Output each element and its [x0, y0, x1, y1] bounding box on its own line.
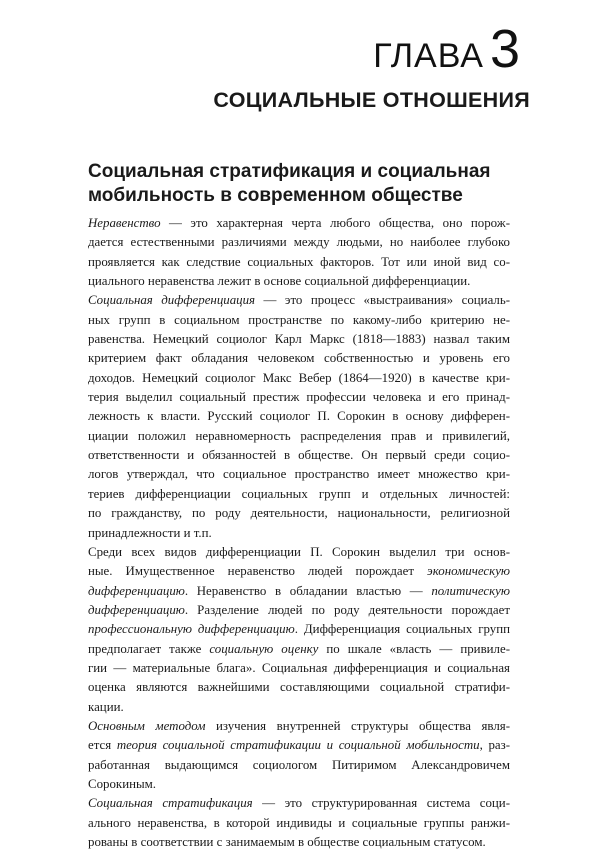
text-line	[88, 485, 510, 504]
text-line	[88, 601, 510, 620]
italic-term: Социальная стратификация	[88, 796, 253, 811]
paragraph	[88, 717, 510, 794]
text-line	[88, 407, 510, 426]
paragraph	[88, 543, 510, 717]
text-line	[88, 465, 510, 484]
text-line	[88, 640, 510, 659]
text-run: гии — материальные блага». Социальная дифференциация и социальная	[88, 660, 510, 675]
text-line	[88, 775, 510, 794]
italic-term: Социальная дифференциация	[88, 293, 256, 308]
text-run: лежность к власти. Русский социолог П. Сорокин в основу дифферен-	[88, 409, 510, 424]
text-run: работанная выдающимся социологом Питиримом Александровичем	[88, 757, 510, 772]
paragraph	[88, 794, 510, 852]
text-run: циального неравенства лежит в основе социальной дифференциации.	[88, 274, 471, 289]
text-line	[88, 678, 510, 697]
text-line	[88, 214, 510, 233]
text-line	[88, 814, 510, 833]
text-run: — это структурированная система соци-	[252, 796, 510, 811]
text-run: по гражданству, по роду деятельности, национальности, религиозной	[88, 506, 510, 521]
text-run: предполагает также	[88, 641, 210, 656]
text-line	[88, 253, 510, 272]
text-line	[88, 369, 510, 388]
text-run: териев дифференциации социальных групп и отдельных личностей:	[88, 486, 510, 501]
text-line	[88, 794, 510, 813]
text-line	[88, 330, 510, 349]
chapter-title: СОЦИАЛЬНЫЕ ОТНОШЕНИЯ	[213, 88, 530, 112]
text-line	[88, 311, 510, 330]
section-heading	[88, 160, 518, 208]
body-text	[88, 214, 510, 852]
chapter-label	[373, 19, 520, 79]
paragraph	[88, 214, 510, 291]
text-line	[88, 543, 510, 562]
text-line	[88, 756, 510, 775]
text-line	[88, 562, 510, 581]
text-line	[88, 291, 510, 310]
italic-term: дифференциацию	[88, 583, 185, 598]
text-line	[88, 272, 510, 291]
italic-term: социальную оценку	[209, 641, 319, 656]
italic-term: экономическую	[427, 564, 510, 579]
text-line	[88, 620, 510, 639]
italic-term: дифференциацию	[88, 602, 185, 617]
text-run: . Разделение людей по роду деятельности порождает	[184, 602, 510, 617]
text-run: . Неравенство в обладании властью —	[184, 583, 432, 598]
text-run: логов утверждал, что социальное пространство имеет множество кри-	[88, 467, 510, 482]
text-run: по шкале «власть — привиле-	[318, 641, 511, 656]
text-line	[88, 446, 510, 465]
text-line	[88, 388, 510, 407]
text-run: равенства. Немецкий социолог Карл Маркс (1818—1883) назвал таким	[88, 332, 510, 347]
text-line	[88, 736, 510, 755]
text-run: терия выделил социальный престиж профессии человека и его принад-	[88, 390, 510, 405]
text-run: ответственности и обязанностей в обществе. Он первый среди социо-	[88, 448, 510, 463]
text-line	[88, 717, 510, 736]
text-run: ных групп в социальном пространстве по какому-либо критерию не-	[88, 312, 510, 327]
italic-term: профессиональную дифференциацию	[88, 622, 295, 637]
text-run: кации.	[88, 699, 124, 714]
text-line	[88, 233, 510, 252]
text-line	[88, 659, 510, 678]
text-run: циации положил неравномерность распределения прав и привилегий,	[88, 428, 510, 443]
text-run: принадлежности и т.п.	[88, 525, 212, 540]
text-run: ального неравенства, в которой индивиды и социальные группы ранжи-	[88, 815, 510, 830]
text-run: Сорокиным.	[88, 776, 157, 791]
text-line	[88, 427, 510, 446]
text-line	[88, 504, 510, 523]
chapter-number: 3	[489, 19, 520, 79]
text-run: ные. Имущественное неравенство людей порождает	[88, 564, 428, 579]
text-run: доходов. Немецкий социолог Макс Вебер (1864—1920) в качестве кри-	[88, 370, 510, 385]
text-run: Среди всех видов дифференциации П. Сорокин выделил три основ-	[88, 544, 510, 559]
italic-term: Основным методом	[88, 718, 206, 733]
italic-term: теория социальной стратификации и социальной мобильности	[116, 738, 480, 753]
text-run: , раз-	[479, 738, 510, 753]
italic-term: политическую	[431, 583, 510, 598]
text-run: дается естественными различиями между людьми, но наиболее глубоко	[88, 235, 510, 250]
section-heading-line: мобильность в современном обществе	[88, 185, 463, 206]
text-line	[88, 833, 510, 852]
text-run: — это характерная черта любого общества, оно порож-	[160, 216, 510, 230]
chapter-word: ГЛАВА	[373, 37, 484, 75]
paragraph	[88, 291, 510, 542]
text-run: ется	[88, 738, 117, 753]
text-run: . Дифференциация социальных групп	[294, 622, 511, 637]
text-run: оценка являются важнейшими составляющими социальной стратифи-	[88, 680, 510, 695]
text-run: критерием факт обладания человеком собственностью и уровень его	[88, 351, 510, 366]
text-line	[88, 524, 510, 543]
text-run: рованы в соответствии с занимаемым в обществе социальным статусом.	[88, 835, 486, 849]
italic-term: Неравенство	[88, 216, 161, 230]
text-line	[88, 698, 510, 717]
text-line	[88, 582, 510, 601]
section-heading-line: Социальная стратификация и социальная	[88, 161, 491, 182]
text-run: — это процесс «выстраивания» социаль-	[255, 293, 511, 308]
text-run: изучения внутренней структуры общества явля-	[205, 718, 510, 733]
text-line	[88, 349, 510, 368]
text-run: проявляется как следствие социальных факторов. Тот или иной вид со-	[88, 254, 510, 269]
